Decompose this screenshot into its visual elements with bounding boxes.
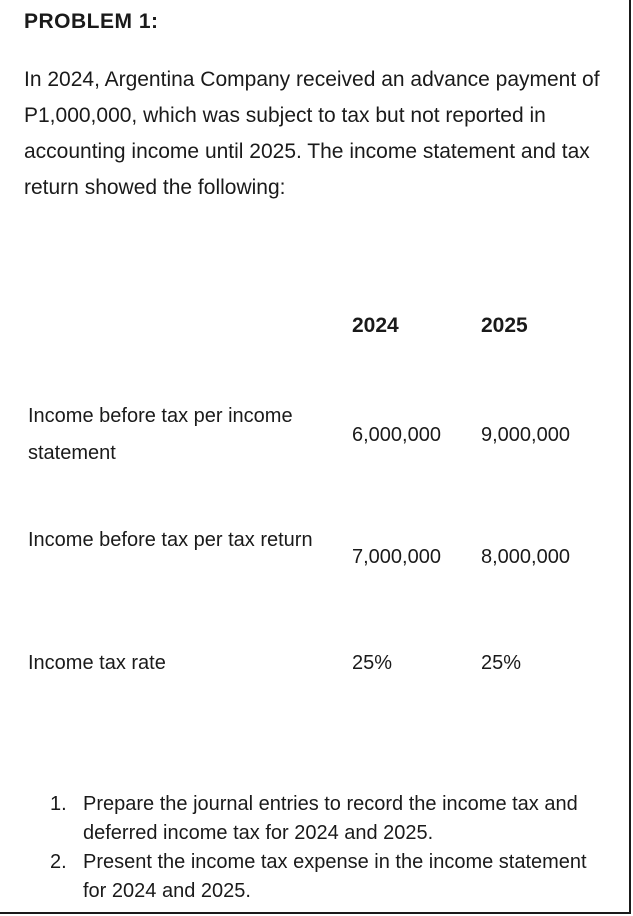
question-list: [50, 790, 610, 906]
cell-tax-return-2024: 7,000,000: [352, 546, 441, 568]
column-header-2024: 2024: [352, 314, 399, 337]
cell-tax-return-2025: 8,000,000: [481, 546, 570, 568]
row-label-tax-return: Income before tax per tax return: [28, 529, 313, 551]
question-number: 2.: [50, 851, 67, 873]
cell-income-statement-2025: 9,000,000: [481, 424, 570, 446]
question-item: [50, 848, 610, 906]
question-text: Present the income tax expense in the income statement for 2024 and 2025.: [83, 851, 587, 902]
problem-title: PROBLEM 1:: [24, 10, 159, 33]
column-header-2025: 2025: [481, 314, 528, 337]
row-label-income-statement: Income before tax per income statement: [28, 405, 293, 464]
problem-intro: In 2024, Argentina Company received an advance payment of P1,000,000, which was subject to tax but not reported in accounting income until 2025. The income statement and tax return showed the following:: [24, 68, 600, 199]
question-item: [50, 790, 610, 848]
cell-tax-rate-2024: 25%: [352, 652, 393, 674]
question-number: 1.: [50, 793, 67, 815]
cell-tax-rate-2025: 25%: [481, 652, 522, 674]
row-label-tax-rate: Income tax rate: [28, 652, 166, 674]
question-text: Prepare the journal entries to record the income tax and deferred income tax for 2024 and 2025.: [83, 793, 578, 844]
cell-income-statement-2024: 6,000,000: [352, 424, 441, 446]
